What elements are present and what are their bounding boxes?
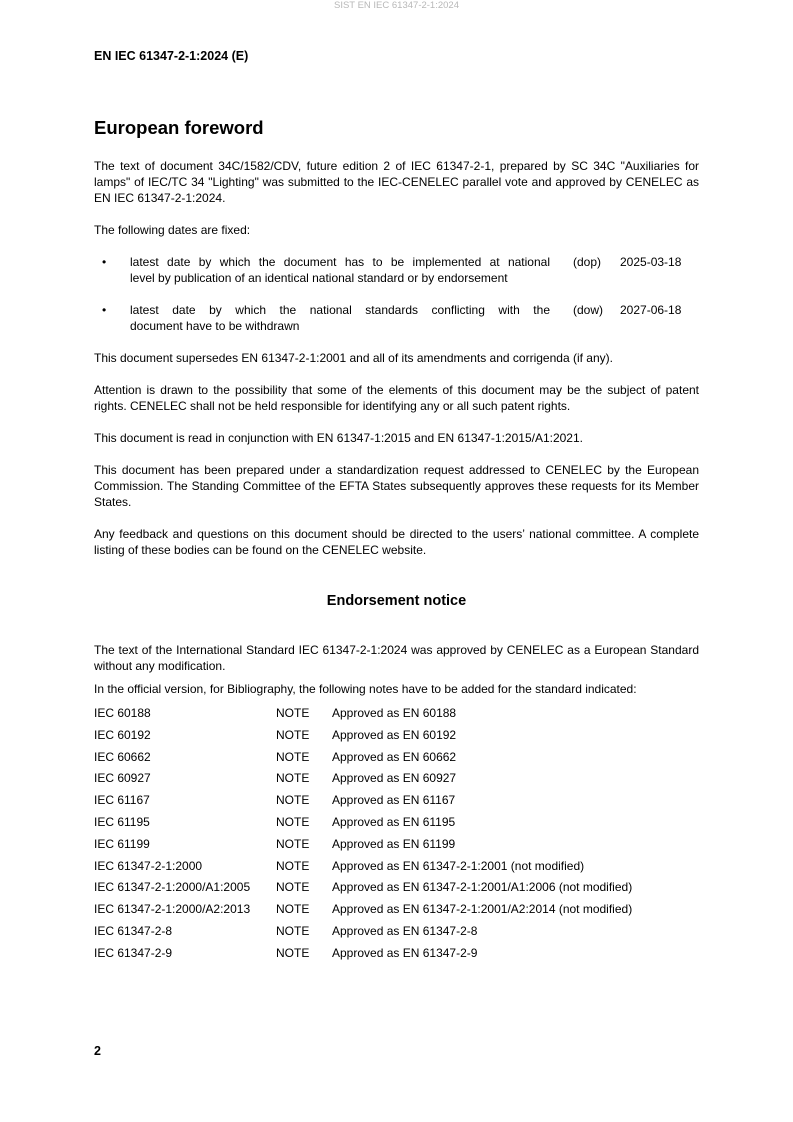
table-row xyxy=(94,814,699,836)
date-item-text: level by publication of an identical national standard or by endorsement xyxy=(130,271,508,285)
note-label: NOTE xyxy=(276,924,310,938)
standard-ref: IEC 61347-2-1:2000 xyxy=(94,858,203,873)
note-label: NOTE xyxy=(276,771,310,786)
standard-ref: IEC 60192 xyxy=(94,727,151,742)
note-label: NOTE xyxy=(276,815,310,829)
table-row xyxy=(94,901,699,923)
standard-ref: IEC 61347-2-9 xyxy=(94,945,173,960)
table-row xyxy=(94,792,699,814)
date-item-text: document have to be withdrawn xyxy=(130,319,300,333)
standard-ref: IEC 61347-2-1:2000/A1:2005 xyxy=(94,880,251,895)
note-label: NOTE xyxy=(276,793,310,808)
date-value: 2027-06-18 xyxy=(620,303,682,317)
table-row xyxy=(94,770,699,792)
approval-text: Approved as EN 61347-2-1:2001 (not modified) xyxy=(332,858,585,873)
approval-text: Approved as EN 61195 xyxy=(332,815,456,829)
standard-ref: IEC 61199 xyxy=(94,836,150,851)
approval-text: Approved as EN 60188 xyxy=(332,706,457,720)
approval-text: Approved as EN 60927 xyxy=(332,771,457,786)
document-header: EN IEC 61347-2-1:2024 (E) xyxy=(94,49,249,63)
standard-ref: IEC 60927 xyxy=(94,771,151,786)
table-row xyxy=(94,836,699,858)
foreword-paragraph: The following dates are fixed: xyxy=(94,223,251,237)
note-label: NOTE xyxy=(276,945,310,960)
standard-ref: IEC 60188 xyxy=(94,706,151,720)
date-item-text: latest date by which the document has to be implemented at national xyxy=(130,255,550,269)
bullet: • xyxy=(102,255,107,269)
endorsement-title: Endorsement notice xyxy=(326,593,467,609)
note-label: NOTE xyxy=(276,727,310,742)
table-row xyxy=(94,945,699,967)
approval-text: Approved as EN 61347-2-1:2001/A1:2006 (not modified) xyxy=(332,880,633,895)
foreword-paragraph: This document supersedes EN 61347-2-1:2001 and all of its amendments and corrigenda (if any). xyxy=(94,351,613,365)
foreword-title: European foreword xyxy=(94,117,264,138)
bullet: • xyxy=(102,303,107,317)
foreword-paragraph: Attention is drawn to the possibility that some of the elements of this document may be the subject of patent rights. CENELEC shall not be held responsible for identifying any or all such patent rights. xyxy=(94,383,699,413)
table-row xyxy=(94,727,699,749)
note-label: NOTE xyxy=(276,880,310,895)
endorsement-paragraph: The text of the International Standard IEC 61347-2-1:2024 was approved by CENELEC as a European Standard without any modification. xyxy=(94,643,699,673)
note-label: NOTE xyxy=(276,836,310,851)
table-row xyxy=(94,705,699,727)
watermark: SIST EN IEC 61347-2-1:2024 xyxy=(334,0,459,11)
approval-text: Approved as EN 61347-2-9 xyxy=(332,945,478,960)
note-label: NOTE xyxy=(276,706,310,720)
table-row xyxy=(94,879,699,901)
date-value: 2025-03-18 xyxy=(620,255,682,269)
table-row xyxy=(94,858,699,880)
note-label: NOTE xyxy=(276,858,310,873)
foreword-paragraph: The text of document 34C/1582/CDV, future edition 2 of IEC 61347-2-1, prepared by SC 34C "Auxiliaries for lamps" of IEC/TC 34 "Lighting" was submitted to the IEC-CENELEC parallel vote and approved by CENELEC as EN IEC 61347-2-1:2024. xyxy=(94,159,699,205)
date-code: (dow) xyxy=(573,303,604,317)
foreword-paragraph: This document is read in conjunction with EN 61347-1:2015 and EN 61347-1:2015/A1:2021. xyxy=(94,431,583,445)
table-row xyxy=(94,923,699,945)
foreword-paragraph: Any feedback and questions on this document should be directed to the users’ national committee. A complete listing of these bodies can be found on the CENELEC website. xyxy=(94,527,699,557)
approval-text: Approved as EN 61347-2-8 xyxy=(332,924,478,938)
standard-ref: IEC 61195 xyxy=(94,815,150,829)
standard-ref: IEC 61347-2-8 xyxy=(94,924,173,938)
table-row xyxy=(94,749,699,771)
approval-text: Approved as EN 61167 xyxy=(332,793,456,808)
note-label: NOTE xyxy=(276,902,310,917)
standard-ref: IEC 61347-2-1:2000/A2:2013 xyxy=(94,902,251,917)
approval-text: Approved as EN 60192 xyxy=(332,727,457,742)
date-code: (dop) xyxy=(573,255,602,269)
endorsement-paragraph: In the official version, for Bibliography, the following notes have to be added for the standard indicated: xyxy=(94,682,637,696)
note-label: NOTE xyxy=(276,749,310,764)
approval-text: Approved as EN 61199 xyxy=(332,836,456,851)
standard-ref: IEC 60662 xyxy=(94,749,151,764)
foreword-paragraph: This document has been prepared under a standardization request addressed to CENELEC by the European Commission. The Standing Committee of the EFTA States subsequently approves these requests for its Member States. xyxy=(94,463,699,509)
page-number: 2 xyxy=(94,1044,101,1058)
standard-ref: IEC 61167 xyxy=(94,793,150,808)
approval-text: Approved as EN 61347-2-1:2001/A2:2014 (not modified) xyxy=(332,902,633,917)
approval-text: Approved as EN 60662 xyxy=(332,749,457,764)
date-item-text: latest date by which the national standards conflicting with the xyxy=(130,303,550,317)
